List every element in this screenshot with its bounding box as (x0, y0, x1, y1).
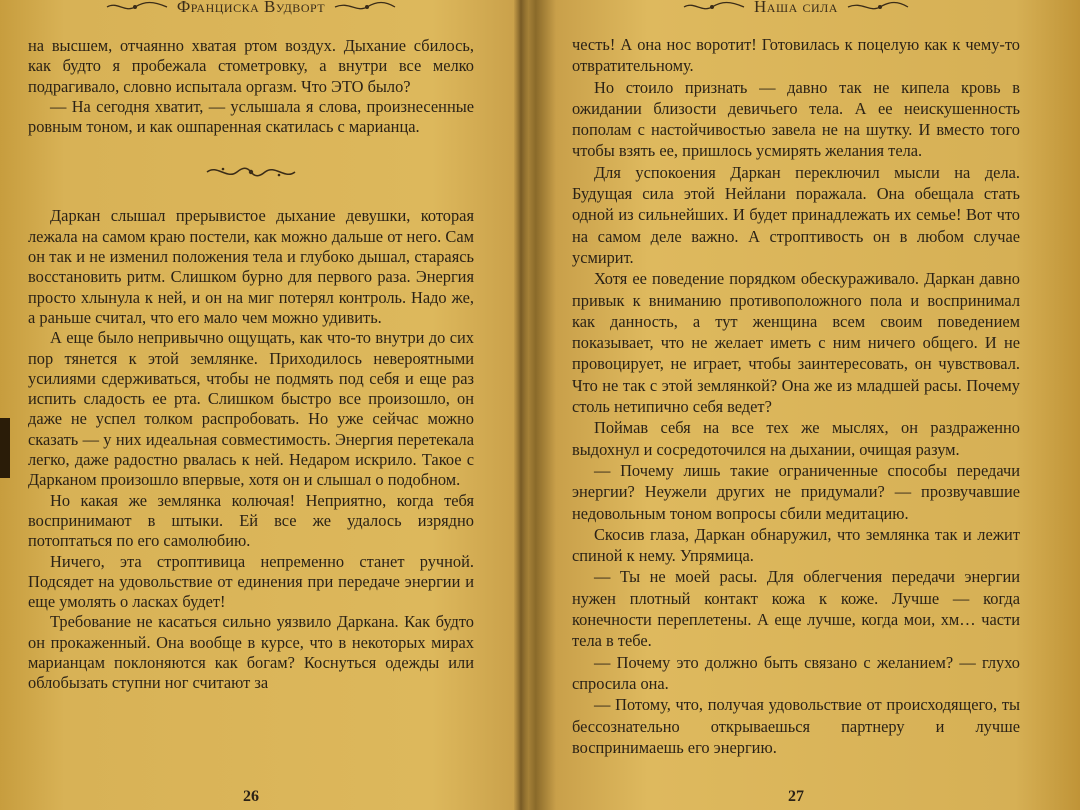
header-title: Наша сила (754, 0, 838, 16)
right-running-header (572, 0, 1020, 18)
flourish-divider-icon (203, 162, 299, 182)
book-gutter (514, 0, 528, 810)
paragraph: Требование не касаться сильно уязвило Даркана. Как будто он прокаженный. Она вообще в курсе, что в некоторых мирах марианцам поклоняются как богам? Коснуться одежды или облобызать ступни ног считают за (28, 612, 474, 693)
paragraph: честь! А она нос воротит! Готовилась к поцелую как к чему-то отвратительному. (572, 35, 1020, 76)
paragraph: Даркан слышал прерывистое дыхание девушки, которая лежала на самом краю постели, как можно дальше от него. Сам он так и не изменил положения тела и глубоко дышал, стараясь восстановить ритм. Слишком бурно для первого раза. Энергия просто хлынула к ней, и он на миг потерял контроль. Надо же, а раньше считал, что его мало чем можно удивить. (28, 206, 474, 327)
paragraph: Скосив глаза, Даркан обнаружил, что землянка так и лежит спиной к нему. Упрямица. (572, 524, 1020, 566)
page-number: 27 (788, 788, 804, 805)
header-ornament-left-icon (105, 0, 169, 14)
paragraph: на высшем, отчаянно хватая ртом воздух. Дыхание сбилось, как будто я пробежала стометровку, а внутри все мелко подрагивало, словно испытала оргазм. Что ЭТО было? (28, 36, 474, 96)
paragraph: Ничего, эта строптивица непременно станет ручной. Подсядет на удовольствие от единения при передаче энергии и еще умолять о ласках будет! (28, 551, 474, 612)
left-page (28, 0, 474, 810)
section-divider (28, 152, 474, 192)
bookmark-tab (0, 418, 10, 478)
paragraph: — Почему лишь такие ограниченные способы передачи энергии? Неужели других не придумали? — прозвучавшие недовольным тоном вопросы сбили медитацию. (572, 460, 1020, 523)
left-running-header (28, 0, 474, 18)
paragraph: — На сегодня хватит, — услышала я слова, произнесенные ровным тоном, и как ошпаренная скатилась с марианца. (28, 96, 474, 137)
left-body-text (28, 36, 474, 694)
page-number: 26 (243, 788, 259, 805)
paragraph: Для успокоения Даркан переключил мысли на дела. Будущая сила этой Нейлани поражала. Она обещала стать одной из сильнейших. И будет принадлежать их семье! Вот что на самом деле важно. А строптивость он в любом случае усмирит. (572, 162, 1020, 267)
paragraph: Хотя ее поведение порядком обескураживало. Даркан давно привык к вниманию противоположного пола и воспринимал как данность, а тут женщина всем своим поведением показывает, что не желает иметь с ним ничего общего. И не провоцирует, не играет, чтобы заинтересовать, он чувствовал. Что не так с этой землянкой? Она же из младшей расы. Почему столь нетипично себя ведет? (572, 269, 1020, 417)
right-body-text (572, 34, 1020, 758)
header-ornament-left-icon (682, 0, 746, 14)
header-ornament-right-icon (333, 0, 397, 14)
paragraph: Но стоило признать — давно так не кипела кровь в ожидании близости девичьего тела. А ее неискушенность пополам с настойчивостью завела не на шутку. И вместо того чтобы взять ее, пришлось усмирять желания тела. (572, 77, 1020, 161)
header-author: Франциска Вудворт (176, 0, 326, 16)
right-page (572, 0, 1020, 810)
paragraph: Поймав себя на все тех же мыслях, он раздраженно выдохнул и сосредоточился на дыхании, очищая разум. (572, 418, 1020, 459)
paragraph: — Почему это должно быть связано с желанием? — глухо спросила она. (572, 652, 1020, 693)
paragraph: А еще было непривычно ощущать, как что-то внутри до сих пор тянется к этой землянке. Приходилось невероятными усилиями сдерживаться, чтобы не подмять под себя и еще раз испить сладость ее рта. Слишком быстро все произошло, он даже не успел толком распробовать. Но уже сейчас можно сказать — у них идеальная совместимость. Энергия перетекала легко, даже радостно рвалась к ней. Недаром искрило. Такое с Дарканом произошло впервые, хотя он и слышал о подобном. (28, 328, 474, 490)
paragraph: Но какая же землянка колючая! Неприятно, когда тебя воспринимают в штыки. Ей все же удалось изрядно потоптаться по его самолюбию. (28, 490, 474, 551)
paragraph: — Ты не моей расы. Для облегчения передачи энергии нужен плотный контакт кожа к коже. Лучше — когда конечности переплетены. А еще лучше, когда мои, хм… части тела в тебе. (572, 567, 1020, 651)
header-ornament-right-icon (846, 0, 910, 14)
paragraph: — Потому, что, получая удовольствие от происходящего, ты бессознательно открываешься партнеру и лучше воспринимаешь его энергию. (572, 695, 1020, 757)
